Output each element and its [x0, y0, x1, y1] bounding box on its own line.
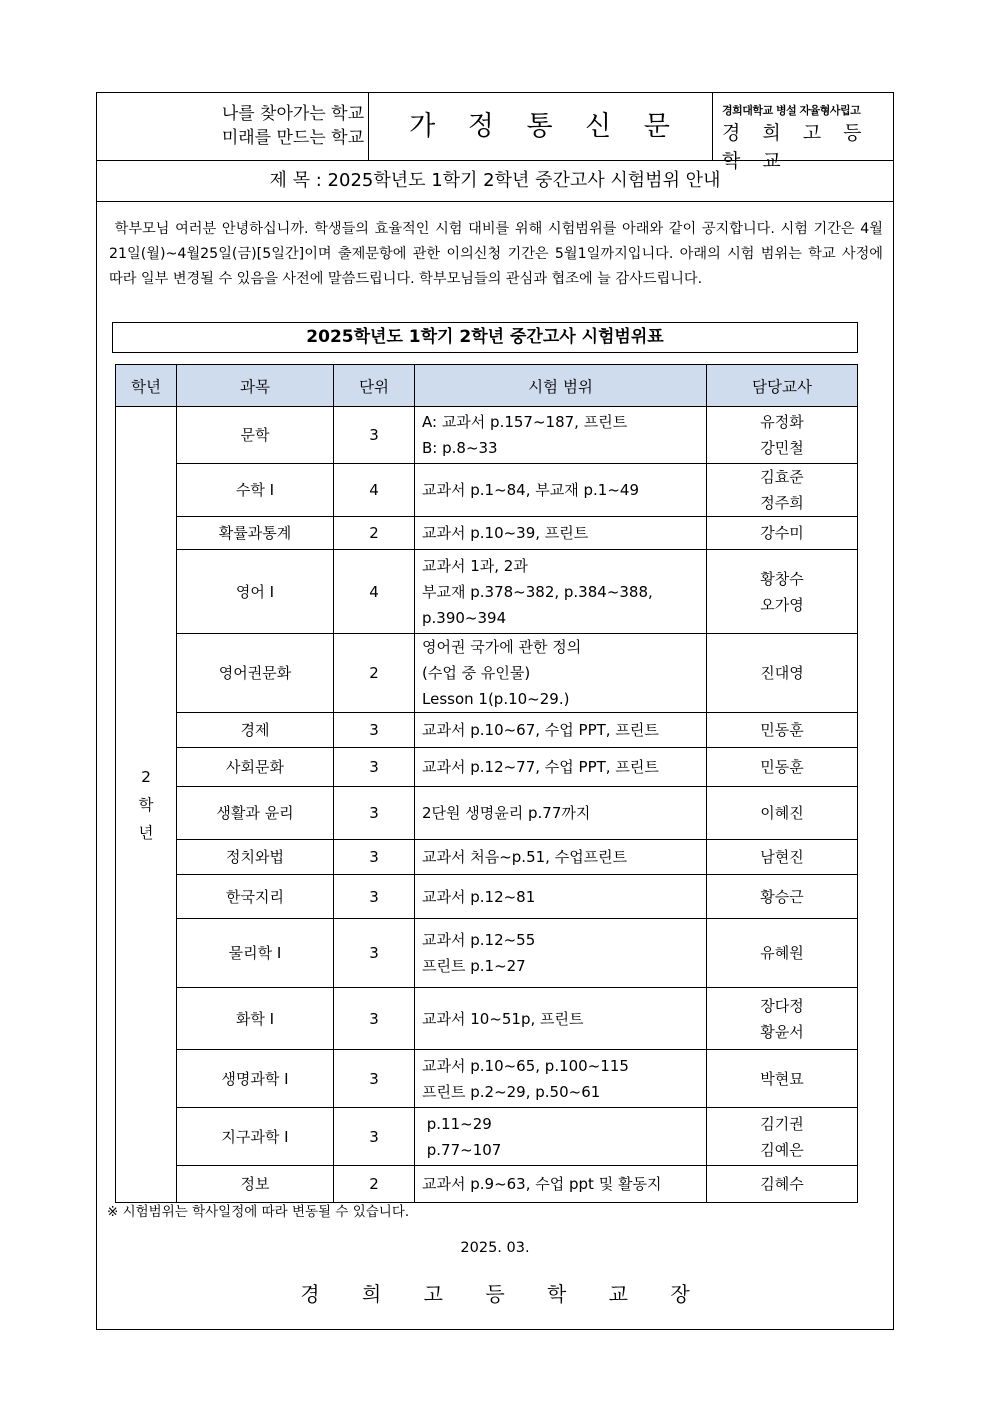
table-row: [116, 1166, 858, 1203]
range-line: 교과서 1과, 2과: [422, 556, 528, 575]
range-line: 교과서 p.10~67, 수업 PPT, 프린트: [422, 721, 659, 739]
teacher-cell: [707, 1166, 858, 1203]
teacher-cell: [707, 988, 858, 1050]
range-line: p.11~29: [422, 1114, 492, 1133]
teacher-name: 민동훈: [760, 721, 804, 739]
subject-cell: 한국지리: [177, 875, 334, 919]
teacher-name: 강수미: [760, 524, 804, 542]
teacher-name: 강민철: [760, 439, 804, 457]
range-line: A: 교과서 p.157~187, 프린트: [422, 413, 628, 431]
range-line: 프린트 p.1~27: [422, 957, 526, 975]
table-row: [116, 407, 858, 464]
slogan-line-1: 나를 찾아가는 학교: [221, 104, 364, 124]
table-row: [116, 634, 858, 713]
units-cell: 3: [334, 787, 415, 840]
teacher-name: 황창수: [760, 569, 804, 588]
table-row: [116, 1050, 858, 1108]
range-line: 교과서 p.12~81: [422, 887, 536, 906]
table-row: [116, 919, 858, 988]
table-title: 2025학년도 1학기 2학년 중간고사 시험범위표: [112, 322, 858, 353]
header: [97, 93, 893, 172]
table-row: [116, 988, 858, 1050]
table-row: [116, 713, 858, 748]
teacher-name: 민동훈: [760, 758, 804, 776]
subject-cell: 정치와법: [177, 840, 334, 875]
subject-line: 제 목 : 2025학년도 1학기 2학년 중간고사 시험범위 안내: [97, 160, 893, 202]
teacher-name: 김기권: [760, 1114, 804, 1133]
subject-cell: 물리학 I: [177, 919, 334, 988]
subject-cell: 사회문화: [177, 748, 334, 787]
subject-cell: 화학 I: [177, 988, 334, 1050]
subject-cell: 확률과통계: [177, 517, 334, 550]
table-row: [116, 1108, 858, 1166]
header-units: 단위: [334, 365, 415, 407]
units-cell: 3: [334, 988, 415, 1050]
table-header-row: [116, 365, 858, 407]
range-cell: [415, 550, 707, 634]
exam-range-table: [115, 364, 858, 1203]
issue-date: 2025. 03.: [460, 1240, 530, 1256]
range-line: 교과서 p.1~84, 부교재 p.1~49: [422, 481, 639, 499]
teacher-cell: [707, 464, 858, 517]
range-line: 교과서 10~51p, 프린트: [422, 1009, 584, 1028]
teacher-cell: [707, 840, 858, 875]
grade-char: 2: [141, 767, 151, 786]
range-line: B: p.8~33: [422, 439, 498, 457]
teacher-cell: [707, 634, 858, 713]
teacher-name: 김효준: [760, 468, 804, 486]
range-line: Lesson 1(p.10~29.): [422, 690, 570, 708]
subject-cell: 수학 I: [177, 464, 334, 517]
range-cell: [415, 407, 707, 464]
intro-paragraph: [109, 217, 883, 292]
intro-text: 학부모님 여러분 안녕하십니까. 학생들의 효율적인 시험 대비를 위해 시험범위를 아래와 같이 공지합니다. 시험 기간은 4월21일(월)~4월25일(금)[5일간]이며 출제문항에 관한 이의신청 기간은 5월1일까지입니다. 아래의 시험 범위는 학교 사정에 따라 일부 변경될 수 있음을 사전에 말씀드립니다. 학부모님들의 관심과 협조에 늘 감사드립니다.: [109, 221, 883, 287]
units-cell: 3: [334, 748, 415, 787]
teacher-cell: [707, 875, 858, 919]
header-grade: 학년: [116, 365, 177, 407]
range-line: 교과서 p.10~65, p.100~115: [422, 1056, 629, 1075]
grade-cell: [116, 407, 177, 1203]
range-line: 교과서 p.10~39, 프린트: [422, 524, 589, 542]
header-teacher: 담당교사: [707, 365, 858, 407]
range-line: 프린트 p.2~29, p.50~61: [422, 1082, 601, 1101]
range-cell: [415, 1050, 707, 1108]
teacher-name: 유정화: [760, 413, 804, 431]
units-cell: 2: [334, 517, 415, 550]
range-cell: [415, 517, 707, 550]
table-row: [116, 464, 858, 517]
teacher-name: 유혜원: [760, 944, 804, 962]
range-cell: [415, 464, 707, 517]
subject-cell: 영어 I: [177, 550, 334, 634]
range-cell: [415, 634, 707, 713]
teacher-cell: [707, 919, 858, 988]
units-cell: 2: [334, 634, 415, 713]
range-cell: [415, 1166, 707, 1203]
range-line: 교과서 p.12~55: [422, 931, 536, 949]
document-title: 가 정 통 신 문: [369, 93, 713, 160]
units-cell: 3: [334, 1050, 415, 1108]
range-cell: [415, 748, 707, 787]
school-box: [713, 93, 893, 172]
range-line: 2단원 생명윤리 p.77까지: [422, 804, 591, 822]
table-row: [116, 550, 858, 634]
table-row: [116, 875, 858, 919]
range-line: p.77~107: [422, 1140, 502, 1159]
table-row: [116, 787, 858, 840]
range-line: p.390~394: [422, 608, 507, 627]
range-line: 교과서 처음~p.51, 수업프린트: [422, 848, 628, 866]
table-row: [116, 748, 858, 787]
units-cell: 3: [334, 875, 415, 919]
teacher-name: 황승근: [760, 887, 804, 906]
subject-cell: 생활과 윤리: [177, 787, 334, 840]
range-cell: [415, 875, 707, 919]
subject-cell: 정보: [177, 1166, 334, 1203]
teacher-cell: [707, 748, 858, 787]
subject-cell: 영어권문화: [177, 634, 334, 713]
range-line: 영어권 국가에 관한 정의: [422, 638, 582, 656]
teacher-name: 김예은: [760, 1140, 804, 1159]
units-cell: 3: [334, 840, 415, 875]
units-cell: 4: [334, 464, 415, 517]
principal-signature: 경 희 고 등 학 교 장: [300, 1282, 708, 1306]
range-cell: [415, 713, 707, 748]
grade-char: 학: [138, 795, 154, 814]
teacher-name: 박현묘: [760, 1069, 804, 1088]
slogan-line-2: 미래를 만드는 학교: [221, 128, 364, 148]
teacher-cell: [707, 787, 858, 840]
range-cell: [415, 840, 707, 875]
teacher-name: 이혜진: [760, 804, 804, 822]
range-line: 교과서 p.9~63, 수업 ppt 및 활동지: [422, 1175, 662, 1193]
teacher-cell: [707, 713, 858, 748]
footnote: ※ 시험범위는 학사일정에 따라 변동될 수 있습니다.: [107, 1204, 410, 1220]
teacher-name: 오가영: [760, 595, 804, 614]
header-subject: 과목: [177, 365, 334, 407]
range-cell: [415, 919, 707, 988]
slogan-box: [97, 93, 369, 160]
teacher-name: 남현진: [760, 848, 804, 866]
teacher-name: 장다정: [760, 996, 804, 1015]
range-line: 부교재 p.378~382, p.384~388,: [422, 582, 653, 601]
units-cell: 3: [334, 407, 415, 464]
school-name: 경 희 고 등 학 교: [722, 122, 870, 172]
teacher-name: 정주희: [760, 494, 804, 512]
notice-frame: [96, 92, 894, 1330]
range-line: 교과서 p.12~77, 수업 PPT, 프린트: [422, 758, 659, 776]
teacher-cell: [707, 517, 858, 550]
range-line: (수업 중 유인물): [422, 664, 531, 682]
header-range: 시험 범위: [415, 365, 707, 407]
subject-cell: 지구과학 I: [177, 1108, 334, 1166]
table-row: [116, 840, 858, 875]
units-cell: 2: [334, 1166, 415, 1203]
range-cell: [415, 787, 707, 840]
subject-cell: 생명과학 I: [177, 1050, 334, 1108]
units-cell: 4: [334, 550, 415, 634]
teacher-cell: [707, 407, 858, 464]
teacher-cell: [707, 550, 858, 634]
subject-cell: 경제: [177, 713, 334, 748]
teacher-name: 김혜수: [760, 1175, 804, 1193]
units-cell: 3: [334, 919, 415, 988]
subject-cell: 문학: [177, 407, 334, 464]
teacher-cell: [707, 1108, 858, 1166]
range-cell: [415, 988, 707, 1050]
grade-char: 년: [138, 823, 154, 842]
units-cell: 3: [334, 1108, 415, 1166]
table-row: [116, 517, 858, 550]
teacher-name: 황윤서: [760, 1022, 804, 1041]
teacher-cell: [707, 1050, 858, 1108]
teacher-name: 진대영: [760, 664, 804, 682]
range-cell: [415, 1108, 707, 1166]
school-subtitle: 경희대학교 병설 자율형사립고: [722, 104, 861, 117]
units-cell: 3: [334, 713, 415, 748]
